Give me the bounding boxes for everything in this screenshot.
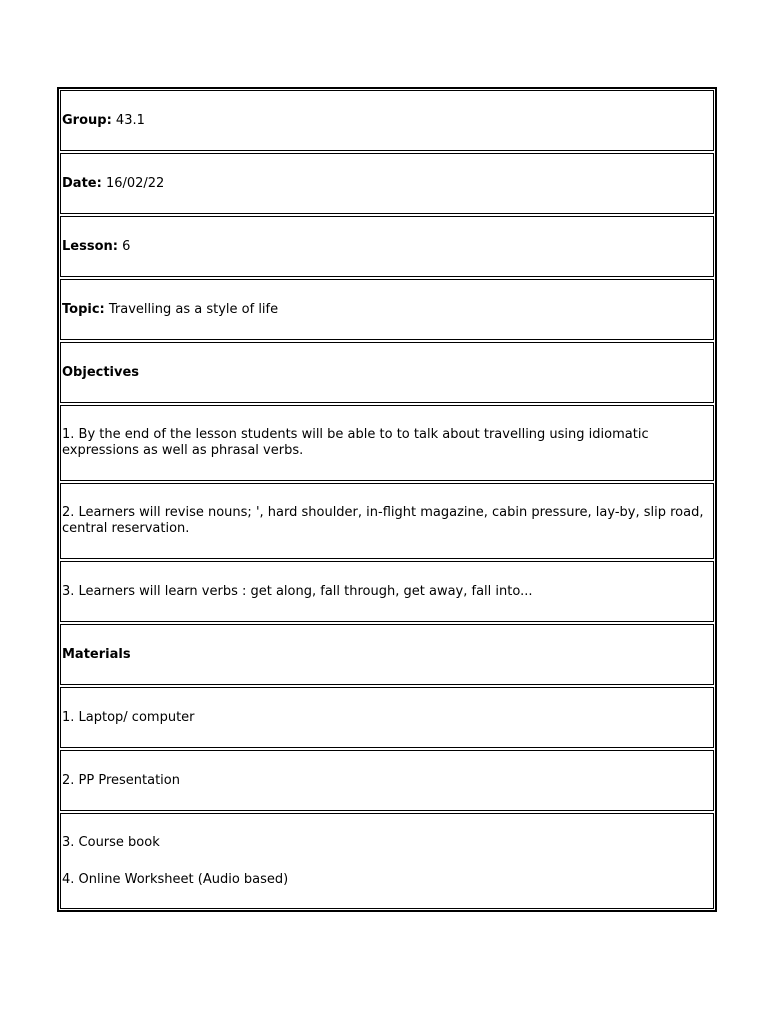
date-value: 16/02/22 <box>105 175 165 191</box>
date-label: Date: <box>62 175 102 191</box>
lesson-line <box>62 239 713 255</box>
materials-heading: Materials <box>62 646 131 662</box>
date-line <box>62 176 713 192</box>
group-line <box>62 113 713 129</box>
material-item-3: 3. Course book <box>62 834 160 850</box>
material-row-2 <box>60 750 714 811</box>
group-value: 43.1 <box>115 112 145 128</box>
group-row <box>60 90 714 151</box>
objective-row-3 <box>60 561 714 622</box>
material-row-3 <box>60 813 714 909</box>
objective-item-1: 1. By the end of the lesson students will be able to to talk about travelling using idiomatic expressions as well as phrasal verbs. <box>62 427 649 458</box>
lesson-row <box>60 216 714 277</box>
topic-line <box>62 302 713 318</box>
objectives-heading: Objectives <box>62 364 140 380</box>
topic-label: Topic: <box>62 301 105 317</box>
lesson-plan-table <box>57 87 717 912</box>
materials-heading-row <box>60 624 714 685</box>
group-label: Group: <box>62 112 112 128</box>
lesson-value: 6 <box>122 238 131 254</box>
material-item-2: 2. PP Presentation <box>62 772 180 788</box>
lesson-label: Lesson: <box>62 238 118 254</box>
date-row <box>60 153 714 214</box>
material-item-4: 4. Online Worksheet (Audio based) <box>62 871 289 887</box>
material-item-1: 1. Laptop/ computer <box>62 709 195 725</box>
material-row-1 <box>60 687 714 748</box>
topic-value: Travelling as a style of life <box>108 301 279 317</box>
objective-row-1 <box>60 405 714 481</box>
objective-item-2: 2. Learners will revise nouns; ', hard shoulder, in-flight magazine, cabin pressure, lay-by, slip road, central reservation. <box>62 505 704 536</box>
objective-row-2 <box>60 483 714 559</box>
topic-row <box>60 279 714 340</box>
objectives-heading-row <box>60 342 714 403</box>
objective-item-3: 3. Learners will learn verbs : get along, fall through, get away, fall into... <box>62 583 533 599</box>
